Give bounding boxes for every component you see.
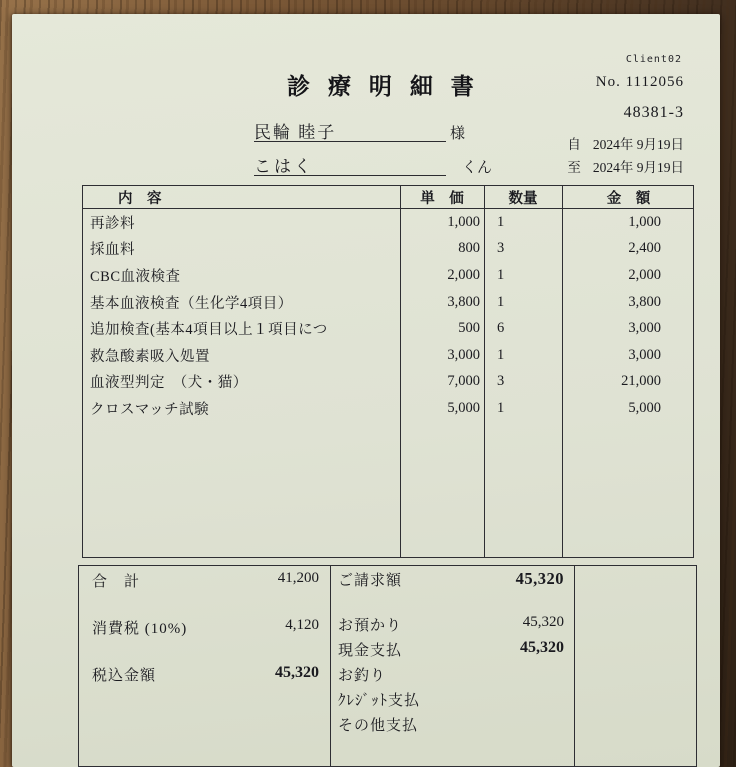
table-row <box>83 289 693 316</box>
item-amount: 1,000 <box>628 213 661 230</box>
item-unit-price: 1,000 <box>447 213 480 230</box>
item-name: 再診料 <box>90 215 135 232</box>
total-with-tax-label: 税込金額 <box>92 668 157 684</box>
totals-divider <box>574 566 575 766</box>
deposit-label: お預かり <box>338 618 403 634</box>
cash-payment-value: 45,320 <box>520 639 564 656</box>
item-amount: 5,000 <box>628 399 661 416</box>
owner-name: 民輪 睦子 <box>254 123 337 142</box>
credit-payment-label: ｸﾚｼﾞｯﾄ支払 <box>338 693 421 709</box>
item-unit-price: 800 <box>458 240 480 257</box>
table-row <box>83 315 693 342</box>
reference-number: 48381-3 <box>623 104 684 121</box>
table-row <box>83 209 693 236</box>
billed-amount-value: 45,320 <box>515 569 564 588</box>
receipt-paper <box>12 14 720 767</box>
billed-amount-label: ご請求額 <box>338 573 403 589</box>
table-header-row <box>83 186 693 209</box>
item-name: クロスマッチ試験 <box>90 401 210 418</box>
item-name: 救急酸素吸入処置 <box>90 348 210 365</box>
tax-label: 消費税 (10%) <box>92 621 188 637</box>
period-to-date: 2024年 9月19日 <box>592 160 684 175</box>
table-row <box>83 262 693 289</box>
period-from-label: 自 <box>567 137 581 152</box>
item-qty: 6 <box>497 320 505 337</box>
period-to-label: 至 <box>567 160 581 175</box>
item-unit-price: 7,000 <box>447 373 480 390</box>
item-amount: 2,400 <box>628 240 661 257</box>
column-header-unit-price: 単 価 <box>420 190 464 207</box>
item-amount: 3,000 <box>628 320 661 337</box>
item-unit-price: 3,800 <box>447 293 480 310</box>
column-header-amount: 金 額 <box>606 190 651 207</box>
change-label: お釣り <box>338 668 387 684</box>
table-row <box>83 369 693 396</box>
subtotal-label: 合 計 <box>92 574 141 590</box>
cash-payment-label: 現金支払 <box>338 643 403 659</box>
item-qty: 1 <box>497 213 505 230</box>
total-with-tax-value: 45,320 <box>275 664 319 681</box>
item-name: CBC血液検査 <box>90 268 181 285</box>
item-unit-price: 3,000 <box>447 346 480 363</box>
totals-divider <box>330 566 331 766</box>
item-name: 血液型判定 （犬・猫） <box>90 375 248 392</box>
owner-name-underlined <box>254 118 446 142</box>
item-name: 採血料 <box>90 242 135 259</box>
table-row <box>83 342 693 369</box>
item-amount: 21,000 <box>621 373 661 390</box>
period-from <box>567 133 684 153</box>
document-title: 診療明細書 <box>287 74 492 99</box>
table-row <box>83 395 693 422</box>
item-unit-price: 500 <box>458 320 480 337</box>
period-from-date: 2024年 9月19日 <box>592 137 684 152</box>
pet-honorific: くん <box>462 160 493 176</box>
table-row <box>83 236 693 263</box>
table-body <box>83 209 693 422</box>
period-to <box>567 156 684 176</box>
item-qty: 3 <box>497 373 505 390</box>
tax-value: 4,120 <box>285 617 319 633</box>
owner-honorific: 様 <box>450 126 466 142</box>
other-payment-label: その他支払 <box>338 718 419 734</box>
item-unit-price: 2,000 <box>447 266 480 283</box>
item-amount: 3,800 <box>628 293 661 310</box>
client-id-label: Client02 <box>625 54 682 65</box>
item-unit-price: 5,000 <box>447 399 480 416</box>
item-qty: 1 <box>497 346 505 363</box>
item-qty: 1 <box>497 399 505 416</box>
item-name: 基本血液検査（生化学4項目） <box>90 295 293 312</box>
item-amount: 3,000 <box>628 346 661 363</box>
column-header-qty: 数量 <box>508 190 538 207</box>
item-qty: 1 <box>497 293 505 310</box>
item-qty: 1 <box>497 266 505 283</box>
pet-name-underlined <box>254 152 446 176</box>
item-amount: 2,000 <box>628 266 661 283</box>
deposit-value: 45,320 <box>522 614 564 630</box>
subtotal-value: 41,200 <box>277 570 319 586</box>
items-table <box>82 185 694 558</box>
item-qty: 3 <box>497 240 505 257</box>
document-number: No. 1112056 <box>595 74 684 90</box>
pet-name: こはく <box>254 157 314 176</box>
column-header-item: 内 容 <box>118 190 162 207</box>
totals-box <box>78 565 697 767</box>
item-name: 追加検査(基本4項目以上１項目につ <box>90 322 328 339</box>
